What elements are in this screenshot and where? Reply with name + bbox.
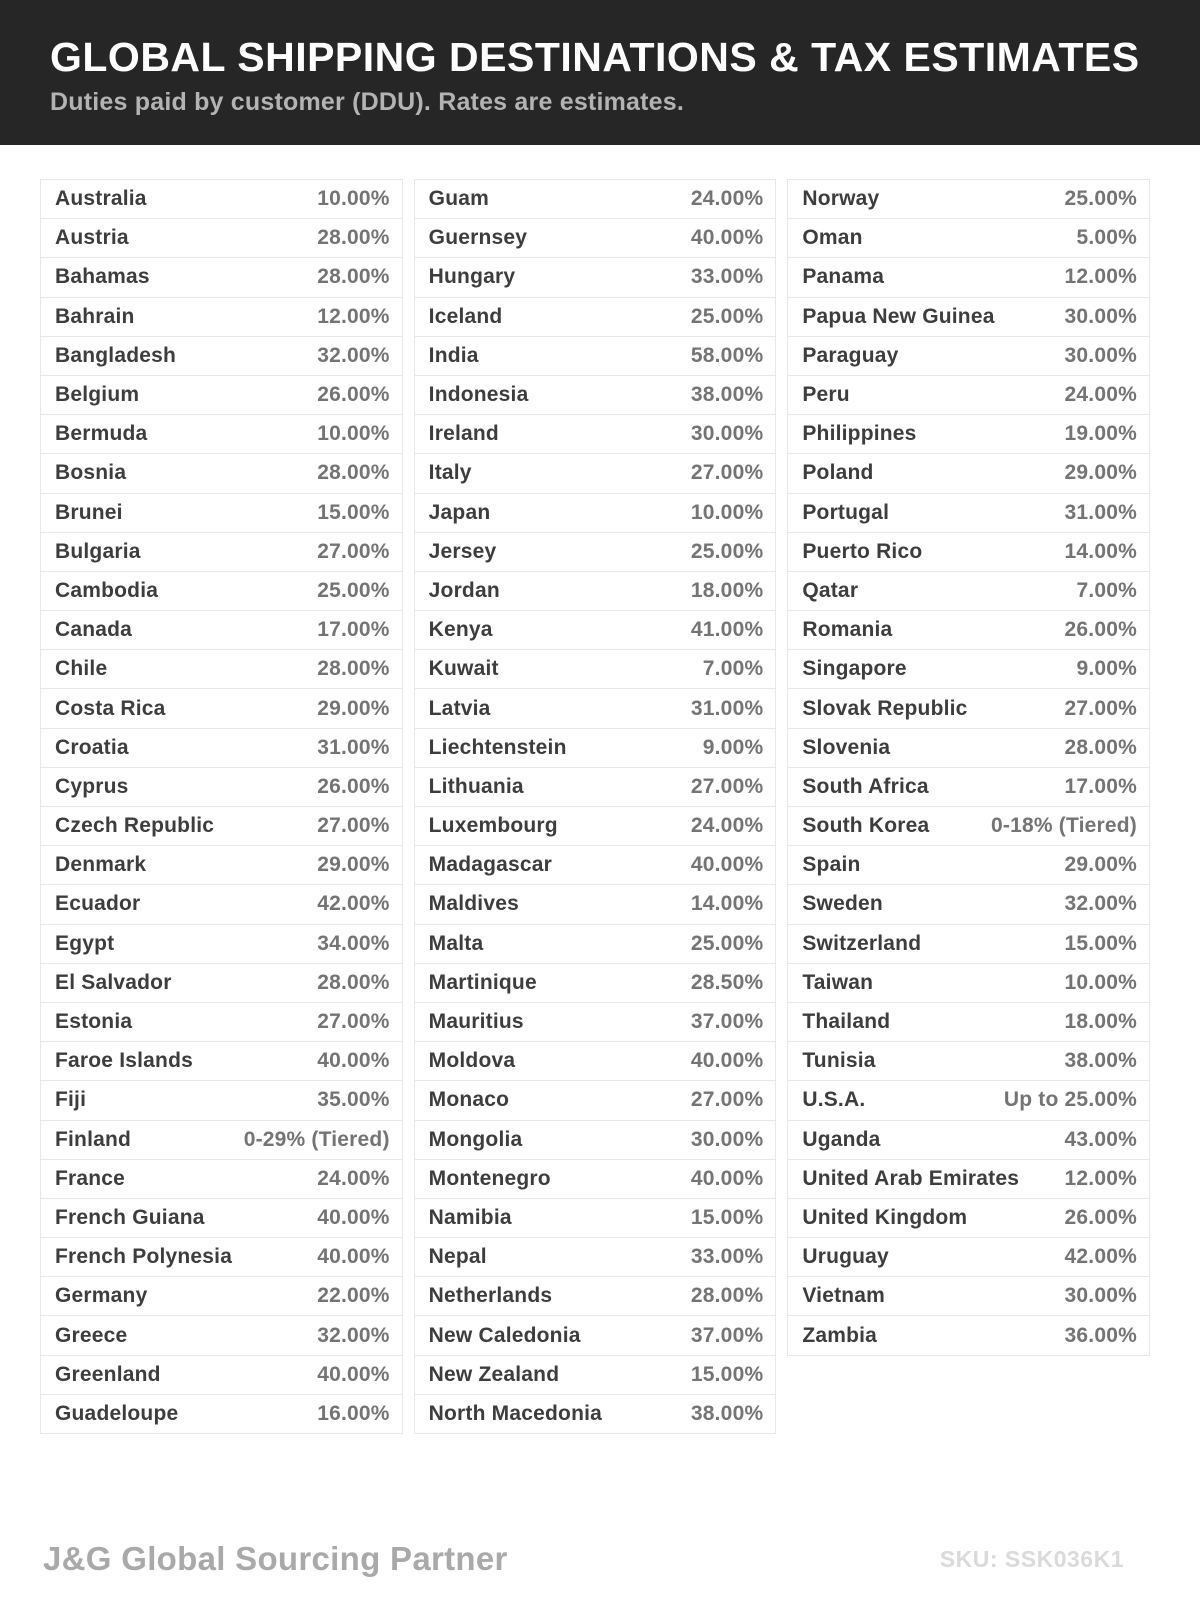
country-name: Qatar bbox=[802, 578, 859, 602]
country-name: Taiwan bbox=[802, 970, 874, 994]
country-name: Uruguay bbox=[802, 1245, 889, 1269]
tax-rate: 26.00% bbox=[1064, 618, 1137, 642]
tax-rate: 29.00% bbox=[1064, 853, 1137, 877]
tax-rate: Up to 25.00% bbox=[1003, 1088, 1137, 1112]
tax-rate: 30.00% bbox=[690, 1127, 764, 1151]
country-name: Madagascar bbox=[428, 853, 553, 877]
tax-rate: 10.00% bbox=[690, 500, 764, 524]
tax-rate: 32.00% bbox=[317, 343, 390, 367]
table-column-1 bbox=[40, 179, 403, 1434]
table-row bbox=[41, 846, 402, 885]
tax-rate: 28.00% bbox=[317, 657, 390, 681]
country-name: New Zealand bbox=[428, 1362, 560, 1386]
country-name: Greece bbox=[55, 1323, 128, 1347]
country-name: Tunisia bbox=[802, 1049, 876, 1073]
country-name: Guernsey bbox=[428, 226, 528, 250]
table-row bbox=[415, 650, 776, 689]
tax-rate: 40.00% bbox=[690, 226, 764, 250]
table-row bbox=[41, 533, 402, 572]
table-row bbox=[415, 768, 776, 807]
country-name: Austria bbox=[55, 226, 129, 250]
tax-rate: 36.00% bbox=[1064, 1323, 1137, 1347]
country-name: France bbox=[55, 1166, 126, 1190]
table-row bbox=[788, 1121, 1149, 1160]
tax-rate: 31.00% bbox=[317, 735, 390, 759]
tax-rate: 40.00% bbox=[317, 1362, 390, 1386]
table-row bbox=[41, 1395, 402, 1433]
table-row bbox=[41, 376, 402, 415]
tax-rate: 27.00% bbox=[690, 461, 764, 485]
table-row bbox=[788, 846, 1149, 885]
table-column-3 bbox=[787, 179, 1150, 1356]
tax-rate: 30.00% bbox=[690, 422, 764, 446]
country-name: Thailand bbox=[802, 1010, 891, 1034]
country-name: Egypt bbox=[55, 931, 115, 955]
page-subtitle: Duties paid by customer (DDU). Rates are estimates. bbox=[50, 88, 685, 117]
country-name: Belgium bbox=[55, 383, 140, 407]
tax-rate: 43.00% bbox=[1064, 1127, 1137, 1151]
tax-rate: 7.00% bbox=[1076, 578, 1137, 602]
tax-rate: 34.00% bbox=[317, 931, 390, 955]
country-name: Liechtenstein bbox=[428, 735, 567, 759]
tax-rate: 7.00% bbox=[702, 657, 764, 681]
table-row bbox=[788, 807, 1149, 846]
table-row bbox=[41, 885, 402, 924]
tax-rate: 37.00% bbox=[690, 1323, 764, 1347]
table-row bbox=[415, 1160, 776, 1199]
country-name: Hungary bbox=[428, 265, 516, 289]
tax-rate: 27.00% bbox=[317, 814, 390, 838]
country-name: New Caledonia bbox=[428, 1323, 581, 1347]
table-row bbox=[788, 337, 1149, 376]
tax-rate: 15.00% bbox=[1064, 931, 1137, 955]
table-column-2 bbox=[414, 179, 777, 1434]
country-name: Jersey bbox=[428, 539, 497, 563]
country-name: Australia bbox=[55, 187, 147, 211]
tax-rate: 28.50% bbox=[690, 970, 764, 994]
table-row bbox=[788, 1160, 1149, 1199]
table-row bbox=[415, 180, 776, 219]
sku-label: SKU: SSK036K1 bbox=[939, 1546, 1124, 1572]
table-row bbox=[415, 689, 776, 728]
tax-rate: 33.00% bbox=[690, 265, 764, 289]
tax-rate: 24.00% bbox=[317, 1166, 390, 1190]
table-row bbox=[415, 1277, 776, 1316]
country-name: Italy bbox=[428, 461, 472, 485]
country-name: Spain bbox=[802, 853, 861, 877]
country-name: Bermuda bbox=[55, 422, 148, 446]
tax-rate: 27.00% bbox=[690, 774, 764, 798]
tax-rate: 12.00% bbox=[1064, 265, 1137, 289]
country-name: Costa Rica bbox=[55, 696, 166, 720]
tax-rate: 25.00% bbox=[690, 931, 764, 955]
tax-rate: 32.00% bbox=[317, 1323, 390, 1347]
table-row bbox=[788, 1277, 1149, 1316]
table-row bbox=[415, 885, 776, 924]
table-row bbox=[788, 1003, 1149, 1042]
table-row bbox=[41, 1238, 402, 1277]
country-name: Norway bbox=[802, 187, 880, 211]
tax-rate: 37.00% bbox=[690, 1010, 764, 1034]
country-name: Jordan bbox=[428, 578, 500, 602]
tax-rate: 40.00% bbox=[317, 1205, 390, 1229]
table-row bbox=[415, 298, 776, 337]
table-row bbox=[41, 219, 402, 258]
tax-rate: 40.00% bbox=[690, 1049, 764, 1073]
table-row bbox=[41, 1042, 402, 1081]
table-row bbox=[415, 925, 776, 964]
table-row bbox=[41, 1356, 402, 1395]
table-row bbox=[41, 1199, 402, 1238]
table-row bbox=[41, 689, 402, 728]
country-name: Denmark bbox=[55, 853, 147, 877]
table-row bbox=[415, 846, 776, 885]
tax-rate: 26.00% bbox=[317, 774, 390, 798]
country-name: Canada bbox=[55, 618, 133, 642]
country-name: Brunei bbox=[55, 500, 123, 524]
tax-rate: 28.00% bbox=[317, 970, 390, 994]
table-row bbox=[788, 1081, 1149, 1120]
tax-rate: 0-18% (Tiered) bbox=[991, 814, 1137, 838]
tax-rate: 40.00% bbox=[690, 853, 764, 877]
table-row bbox=[788, 494, 1149, 533]
country-name: Iceland bbox=[428, 304, 503, 328]
tax-rate: 9.00% bbox=[702, 735, 764, 759]
country-name: Nepal bbox=[428, 1245, 487, 1269]
tax-rate: 40.00% bbox=[690, 1166, 764, 1190]
country-name: Philippines bbox=[802, 422, 917, 446]
country-name: El Salvador bbox=[55, 970, 172, 994]
tax-rate: 5.00% bbox=[1076, 226, 1137, 250]
destinations-table bbox=[40, 179, 1150, 1434]
tax-rate: 35.00% bbox=[317, 1088, 390, 1112]
table-row bbox=[788, 768, 1149, 807]
tax-rate: 15.00% bbox=[690, 1362, 764, 1386]
table-row bbox=[788, 1199, 1149, 1238]
tax-rate: 38.00% bbox=[690, 383, 764, 407]
tax-rate: 25.00% bbox=[317, 578, 390, 602]
table-row bbox=[41, 180, 402, 219]
tax-rate: 42.00% bbox=[1064, 1245, 1137, 1269]
tax-rate: 24.00% bbox=[690, 187, 764, 211]
tax-rate: 15.00% bbox=[690, 1205, 764, 1229]
country-name: Slovenia bbox=[802, 735, 891, 759]
country-name: Bulgaria bbox=[55, 539, 141, 563]
table-row bbox=[41, 1003, 402, 1042]
table-row bbox=[788, 376, 1149, 415]
country-name: Ecuador bbox=[55, 892, 141, 916]
country-name: Sweden bbox=[802, 892, 883, 916]
table-row bbox=[415, 1395, 776, 1433]
tax-rate: 28.00% bbox=[1064, 735, 1137, 759]
country-name: Switzerland bbox=[802, 931, 922, 955]
country-name: Kenya bbox=[428, 618, 493, 642]
country-name: Monaco bbox=[428, 1088, 510, 1112]
table-row bbox=[41, 807, 402, 846]
table-row bbox=[41, 964, 402, 1003]
country-name: Bahamas bbox=[55, 265, 150, 289]
country-name: Zambia bbox=[802, 1323, 878, 1347]
tax-rate: 38.00% bbox=[1064, 1049, 1137, 1073]
country-name: Oman bbox=[802, 226, 863, 250]
table-row bbox=[788, 611, 1149, 650]
table-row bbox=[788, 533, 1149, 572]
country-name: Finland bbox=[55, 1127, 132, 1151]
tax-rate: 25.00% bbox=[1064, 187, 1137, 211]
country-name: Singapore bbox=[802, 657, 907, 681]
tax-rate: 28.00% bbox=[317, 461, 390, 485]
table-row bbox=[415, 1121, 776, 1160]
table-row bbox=[788, 1238, 1149, 1277]
country-name: Bangladesh bbox=[55, 343, 177, 367]
country-name: French Polynesia bbox=[55, 1245, 233, 1269]
table-row bbox=[41, 454, 402, 493]
country-name: Bahrain bbox=[55, 304, 135, 328]
country-name: Cyprus bbox=[55, 774, 129, 798]
tax-rate: 27.00% bbox=[317, 1010, 390, 1034]
tax-rate: 38.00% bbox=[690, 1401, 764, 1425]
table-row bbox=[415, 807, 776, 846]
tax-rate: 31.00% bbox=[1064, 500, 1137, 524]
country-name: Latvia bbox=[428, 696, 491, 720]
tax-rate: 16.00% bbox=[317, 1401, 390, 1425]
table-row bbox=[415, 494, 776, 533]
table-row bbox=[415, 611, 776, 650]
country-name: Maldives bbox=[428, 892, 519, 916]
tax-rate: 28.00% bbox=[690, 1284, 764, 1308]
tax-rate: 26.00% bbox=[1064, 1205, 1137, 1229]
table-row bbox=[41, 258, 402, 297]
country-name: Moldova bbox=[428, 1049, 516, 1073]
table-row bbox=[415, 258, 776, 297]
table-row bbox=[41, 572, 402, 611]
tax-rate: 29.00% bbox=[317, 696, 390, 720]
country-name: Indonesia bbox=[428, 383, 529, 407]
table-row bbox=[788, 729, 1149, 768]
table-row bbox=[788, 572, 1149, 611]
table-row bbox=[788, 925, 1149, 964]
table-row bbox=[415, 337, 776, 376]
country-name: Namibia bbox=[428, 1205, 512, 1229]
tax-rate: 29.00% bbox=[1064, 461, 1137, 485]
table-row bbox=[41, 925, 402, 964]
table-row bbox=[41, 298, 402, 337]
country-name: Poland bbox=[802, 461, 874, 485]
tax-rate: 30.00% bbox=[1064, 343, 1137, 367]
tax-rate: 10.00% bbox=[317, 422, 390, 446]
country-name: Kuwait bbox=[428, 657, 499, 681]
tax-rate: 27.00% bbox=[1064, 696, 1137, 720]
tax-rate: 22.00% bbox=[317, 1284, 390, 1308]
table-row bbox=[415, 415, 776, 454]
country-name: Mongolia bbox=[428, 1127, 523, 1151]
country-name: United Kingdom bbox=[802, 1205, 968, 1229]
tax-rate: 26.00% bbox=[317, 383, 390, 407]
country-name: South Africa bbox=[802, 774, 929, 798]
country-name: Puerto Rico bbox=[802, 539, 923, 563]
country-name: Guadeloupe bbox=[55, 1401, 179, 1425]
tax-rate: 17.00% bbox=[317, 618, 390, 642]
country-name: Czech Republic bbox=[55, 814, 215, 838]
tax-rate: 19.00% bbox=[1064, 422, 1137, 446]
table-row bbox=[788, 964, 1149, 1003]
country-name: Romania bbox=[802, 618, 893, 642]
tax-rate: 25.00% bbox=[690, 539, 764, 563]
tax-rate: 25.00% bbox=[690, 304, 764, 328]
table-row bbox=[415, 1003, 776, 1042]
table-row bbox=[41, 729, 402, 768]
table-row bbox=[415, 729, 776, 768]
country-name: Slovak Republic bbox=[802, 696, 968, 720]
country-name: Vietnam bbox=[802, 1284, 886, 1308]
country-name: Portugal bbox=[802, 500, 890, 524]
tax-rate: 17.00% bbox=[1064, 774, 1137, 798]
country-name: India bbox=[428, 343, 479, 367]
tax-rate: 42.00% bbox=[317, 892, 390, 916]
country-name: Germany bbox=[55, 1284, 148, 1308]
tax-rate: 28.00% bbox=[317, 226, 390, 250]
table-row bbox=[41, 494, 402, 533]
table-row bbox=[788, 180, 1149, 219]
table-row bbox=[788, 298, 1149, 337]
country-name: South Korea bbox=[802, 814, 930, 838]
country-name: Guam bbox=[428, 187, 489, 211]
table-row bbox=[415, 1356, 776, 1395]
country-name: Uganda bbox=[802, 1127, 881, 1151]
table-row bbox=[788, 689, 1149, 728]
tax-rate: 33.00% bbox=[690, 1245, 764, 1269]
table-row bbox=[41, 1277, 402, 1316]
table-row bbox=[415, 1081, 776, 1120]
country-name: Mauritius bbox=[428, 1010, 524, 1034]
tax-rate: 32.00% bbox=[1064, 892, 1137, 916]
tax-rate: 24.00% bbox=[1064, 383, 1137, 407]
table-row bbox=[41, 1121, 402, 1160]
tax-rate: 27.00% bbox=[690, 1088, 764, 1112]
tax-rate: 0-29% (Tiered) bbox=[243, 1127, 390, 1151]
country-name: United Arab Emirates bbox=[802, 1166, 1020, 1190]
page-title: GLOBAL SHIPPING DESTINATIONS & TAX ESTIMATES bbox=[50, 34, 1140, 80]
country-name: Bosnia bbox=[55, 461, 127, 485]
table-row bbox=[415, 1199, 776, 1238]
table-row bbox=[41, 337, 402, 376]
table-row bbox=[788, 415, 1149, 454]
table-row bbox=[41, 1081, 402, 1120]
tax-rate: 27.00% bbox=[317, 539, 390, 563]
tax-rate: 18.00% bbox=[1064, 1010, 1137, 1034]
table-row bbox=[41, 1160, 402, 1199]
country-name: Paraguay bbox=[802, 343, 899, 367]
country-name: Luxembourg bbox=[428, 814, 558, 838]
country-name: Papua New Guinea bbox=[802, 304, 995, 328]
tax-rate: 58.00% bbox=[690, 343, 764, 367]
table-row bbox=[41, 1316, 402, 1355]
table-row bbox=[41, 650, 402, 689]
country-name: Chile bbox=[55, 657, 108, 681]
tax-rate: 18.00% bbox=[690, 578, 764, 602]
table-row bbox=[788, 454, 1149, 493]
table-row bbox=[415, 454, 776, 493]
tax-rate: 9.00% bbox=[1076, 657, 1137, 681]
table-row bbox=[788, 258, 1149, 297]
tax-rate: 31.00% bbox=[690, 696, 764, 720]
table-row bbox=[788, 885, 1149, 924]
table-row bbox=[415, 1238, 776, 1277]
country-name: Faroe Islands bbox=[55, 1049, 193, 1073]
table-row bbox=[41, 611, 402, 650]
tax-rate: 12.00% bbox=[317, 304, 390, 328]
table-row bbox=[788, 219, 1149, 258]
tax-rate: 10.00% bbox=[317, 187, 390, 211]
tax-rate: 10.00% bbox=[1064, 970, 1137, 994]
brand-name: J&G Global Sourcing Partner bbox=[43, 1540, 508, 1577]
table-row bbox=[41, 768, 402, 807]
country-name: U.S.A. bbox=[802, 1088, 866, 1112]
tax-rate: 40.00% bbox=[317, 1049, 390, 1073]
country-name: Martinique bbox=[428, 970, 537, 994]
country-name: Cambodia bbox=[55, 578, 159, 602]
table-row bbox=[415, 572, 776, 611]
country-name: French Guiana bbox=[55, 1205, 205, 1229]
tax-rate: 41.00% bbox=[690, 618, 764, 642]
tax-rate: 24.00% bbox=[690, 814, 764, 838]
country-name: Estonia bbox=[55, 1010, 133, 1034]
tax-rate: 40.00% bbox=[317, 1245, 390, 1269]
country-name: Japan bbox=[428, 500, 491, 524]
country-name: Fiji bbox=[55, 1088, 87, 1112]
tax-rate: 30.00% bbox=[1064, 1284, 1137, 1308]
table-row bbox=[415, 376, 776, 415]
table-row bbox=[415, 1316, 776, 1355]
table-row bbox=[788, 1316, 1149, 1354]
country-name: Panama bbox=[802, 265, 885, 289]
country-name: Malta bbox=[428, 931, 484, 955]
country-name: Netherlands bbox=[428, 1284, 553, 1308]
country-name: Greenland bbox=[55, 1362, 161, 1386]
tax-rate: 30.00% bbox=[1064, 304, 1137, 328]
table-row bbox=[415, 533, 776, 572]
page-header bbox=[0, 0, 1200, 145]
tax-rate: 29.00% bbox=[317, 853, 390, 877]
tax-rate: 12.00% bbox=[1064, 1166, 1137, 1190]
table-row bbox=[788, 650, 1149, 689]
country-name: North Macedonia bbox=[428, 1401, 603, 1425]
country-name: Ireland bbox=[428, 422, 499, 446]
table-row bbox=[415, 219, 776, 258]
tax-rate: 15.00% bbox=[317, 500, 390, 524]
tax-rate: 28.00% bbox=[317, 265, 390, 289]
table-row bbox=[788, 1042, 1149, 1081]
tax-rate: 14.00% bbox=[690, 892, 764, 916]
table-row bbox=[41, 415, 402, 454]
table-row bbox=[415, 1042, 776, 1081]
country-name: Lithuania bbox=[428, 774, 524, 798]
country-name: Croatia bbox=[55, 735, 129, 759]
country-name: Montenegro bbox=[428, 1166, 551, 1190]
country-name: Peru bbox=[802, 383, 850, 407]
tax-rate: 14.00% bbox=[1064, 539, 1137, 563]
table-row bbox=[415, 964, 776, 1003]
